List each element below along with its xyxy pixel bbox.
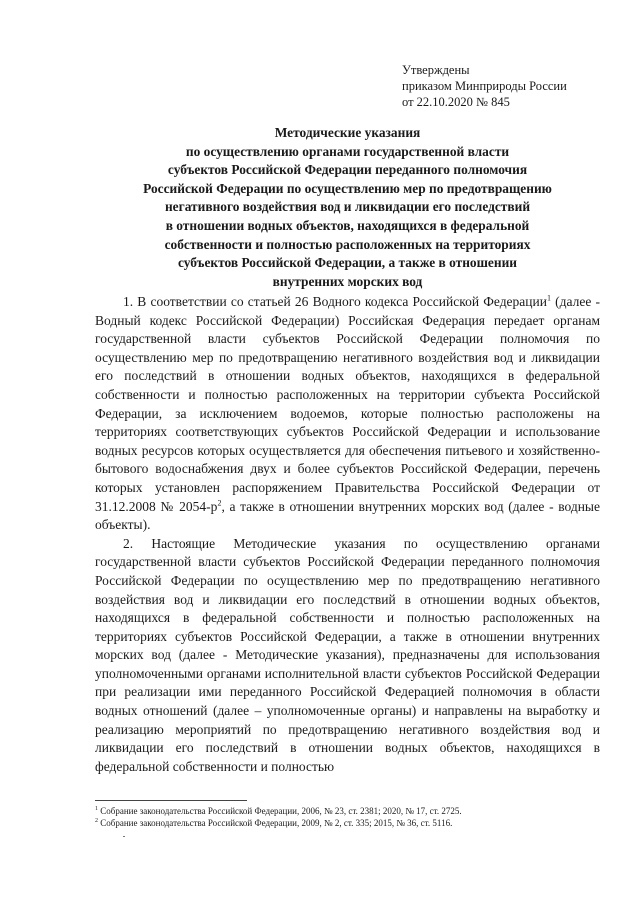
title-line: внутренних морских вод: [272, 273, 423, 289]
footnote: [95, 818, 615, 830]
approval-line: от 22.10.2020 № 845: [402, 95, 510, 109]
title-line: субъектов Российской Федерации переданного полномочия: [167, 162, 528, 178]
approval-line: приказом Минприроды России: [402, 79, 567, 93]
paragraph-1: [95, 293, 600, 535]
title-line: по осуществлению органами государственной власти: [185, 143, 510, 159]
footnote-ref: 2: [217, 498, 222, 508]
approval-stamp: [402, 62, 622, 110]
title-line: субъектов Российской Федерации, а также в отношении: [177, 255, 518, 271]
title-line: Российской Федерации по осуществлению мер по предотвращению: [143, 180, 552, 196]
footnote-mark: 1: [95, 806, 98, 812]
footnote-mark: 2: [95, 817, 98, 824]
title-line: в отношении водных объектов, находящихся в федеральной: [165, 217, 530, 233]
title-line: негативного воздействия вод и ликвидации его последствий: [164, 199, 531, 215]
footnote-ref: 1: [546, 293, 551, 303]
footnote: [95, 806, 615, 818]
footnote-divider: [95, 800, 247, 801]
title-line: собственности и полностью расположенных на территориях: [164, 236, 531, 252]
paragraph-2: 2. Настоящие Методические указания по осуществлению органами государственной власти субъектов Российской Федерации переданного полномочия Российской Федерации по осуществлению мер по предотвращению негативного воздействия вод и ликвидации его последствий в отношении водных объектов, находящихся в федеральной собственности и полностью расположенных на территориях субъектов Российской Федерации, а также в отношении внутренних морских вод (далее - Методические указания), предназначены для использования уполномоченными органами исполнительной власти субъектов Российской Федерации при реализации ими переданного Российской Федерацией полномочия в области водных отношений (далее – уполномоченные органы) и направлены на выработку и реализацию мероприятий по предотвращению негативного воздействия вод и ликвидации его последствий в отношении водных объектов, находящихся в федеральной собственности и полностью: [95, 535, 600, 774]
document-title: [95, 124, 600, 291]
approval-line: Утверждены: [402, 63, 470, 77]
scan-speck: [123, 836, 125, 837]
paragraph-text: (далее - Водный кодекс Российской Федерации) Российская Федерация передает органам государственной власти субъектов Российской Федерации полномочия по осуществлению мер по предотвращению негативного воздействия вод и ликвидации его последствий в отношении водных объектов, находящихся в федеральной собственности и полностью расположенных на территории субъекта Российской Федерации, за исключением водоемов, которые полностью расположены на территориях соответствующих субъектов Российской Федерации и использование водных ресурсов которых осуществляется для обеспечения питьевого и хозяйственно-бытового водоснабжения двух и более субъектов Российской Федерации, перечень которых установлен распоряжением Правительства Российской Федерации от 31.12.2008 № 2054-р: [95, 294, 600, 514]
document-body: [95, 293, 600, 776]
paragraph-text: 1. В соответствии со статьей 26 Водного кодекса Российской Федерации: [123, 294, 547, 309]
paragraph-text: , а также в отношении внутренних морских вод (далее - водные объекты).: [95, 498, 600, 533]
footnote-text: Собрание законодательства Российской Федерации, 2009, № 2, ст. 335; 2015, № 36, ст. 5116.: [98, 817, 453, 828]
footnote-text: Собрание законодательства Российской Федерации, 2006, № 23, ст. 2381; 2020, № 17, ст. 2725.: [98, 806, 462, 816]
footnotes: [95, 806, 615, 829]
title-line: Методические указания: [274, 125, 421, 140]
